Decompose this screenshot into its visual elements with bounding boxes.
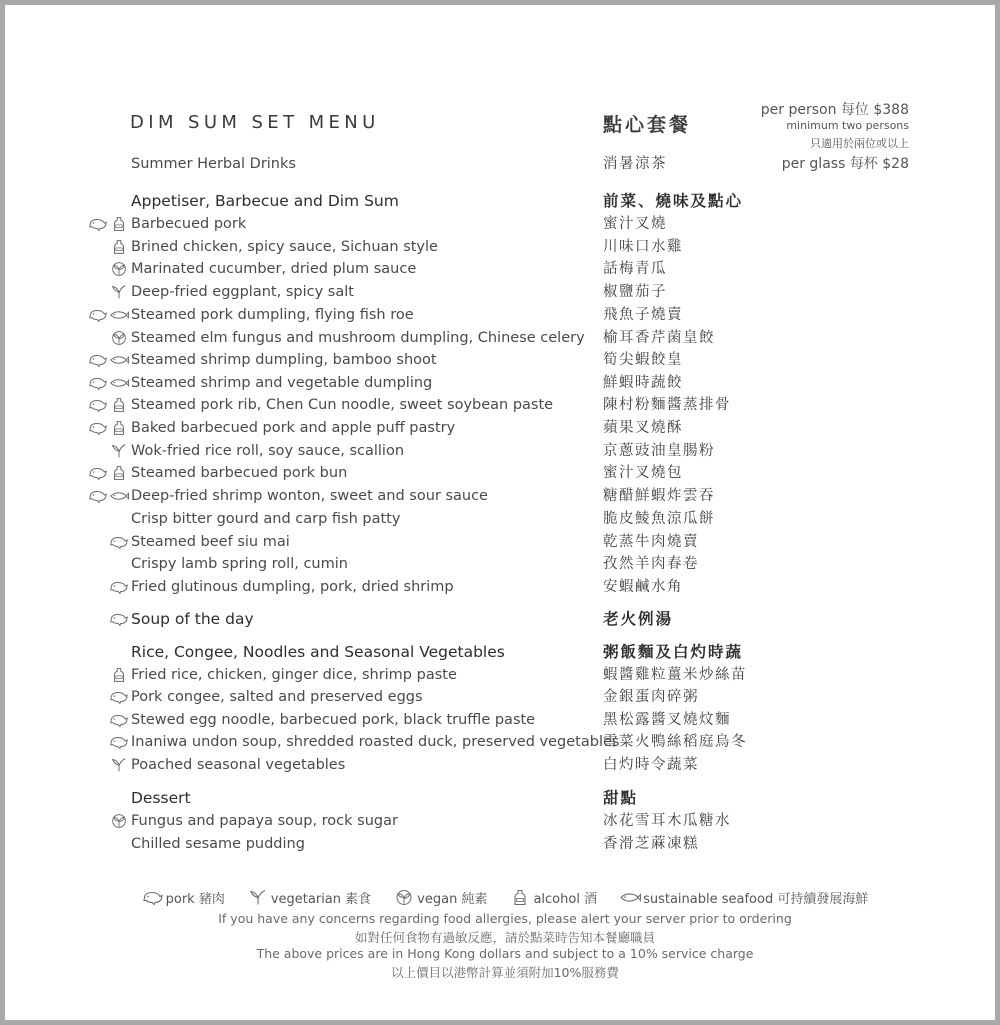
menu-item-name-en: Stewed egg noodle, barbecued pork, black truffle paste [131,712,536,728]
legend-item-pork [142,888,225,907]
pork-icon [109,734,129,750]
menu-item [5,372,1000,394]
price-per-person: per person 每位 $388 [760,102,909,118]
allergy-note-en: If you have any concerns regarding food allergies, please alert your server prior to ordering [218,911,792,926]
vegetarian-icon [109,284,129,300]
menu-item [5,417,1000,439]
minimum-persons-zh: 只適用於兩位或以上 [810,137,909,150]
dietary-icons [88,465,129,481]
price-note-en: The above prices are in Hong Kong dollars and subject to a 10% service charge [256,946,754,961]
legend-label: alcohol 酒 [533,892,598,907]
menu-item [5,153,1000,175]
menu-item-name-zh: 蝦醬雞粒薑米炒絲苗 [603,667,747,683]
vegan-icon [109,261,129,277]
pork-icon [109,689,129,705]
dietary-icons [88,352,129,368]
pork-icon [109,534,129,550]
section-heading-en: Rice, Congee, Noodles and Seasonal Vegetables [131,643,505,661]
section-heading-en: Appetiser, Barbecue and Dim Sum [131,192,399,210]
dietary-icons [109,757,129,773]
section-heading [5,190,1000,212]
menu-item [5,440,1000,462]
dietary-icons [109,284,129,300]
menu-item-name-en: Pork congee, salted and preserved eggs [131,689,423,705]
menu-item-name-en: Fried rice, chicken, ginger dice, shrimp paste [131,667,457,683]
menu-item-name-zh: 孜然羊肉春卷 [603,556,699,572]
menu-item [5,349,1000,371]
dietary-icons [88,488,129,504]
menu-item [5,833,1000,855]
menu-item-name-zh: 金銀蛋肉碎粥 [603,689,699,705]
dietary-icons [109,330,129,346]
menu-item [5,553,1000,575]
menu-item [5,731,1000,753]
menu-item [5,213,1000,235]
seafood-icon [109,375,129,391]
menu-item-name-zh: 脆皮鯪魚涼瓜餅 [603,511,715,527]
alcohol-icon [109,239,129,255]
menu-item-name-zh: 乾蒸牛肉燒賣 [603,534,699,550]
menu-item [5,709,1000,731]
section-heading-zh: 老火例湯 [603,610,674,628]
menu-item-name-en: Barbecued pork [131,216,247,232]
dietary-icons [88,307,129,323]
menu-item-name-zh: 香滑芝蔴凍糕 [603,836,699,852]
pork-icon [109,712,129,728]
legend-item-vegan [393,888,487,907]
menu-item-name-en: Baked barbecued pork and apple puff pastry [131,420,456,436]
menu-item-name-zh: 椒鹽茄子 [603,284,667,300]
pork-icon [88,307,108,323]
menu-item [5,394,1000,416]
menu-item [5,686,1000,708]
menu-item-name-zh: 飛魚子燒賣 [603,307,683,323]
dietary-icons [88,397,129,413]
menu-item-name-en: Steamed elm fungus and mushroom dumpling, Chinese celery [131,330,585,346]
alcohol-icon [109,397,129,413]
dietary-icons [88,420,129,436]
menu-item-name-en: Brined chicken, spicy sauce, Sichuan style [131,239,438,255]
section-heading [5,608,1000,630]
dietary-legend [5,888,1000,907]
menu-item-name-zh: 蜜汁叉燒 [603,216,667,232]
dietary-icons [88,216,129,232]
menu-item-name-en: Summer Herbal Drinks [131,156,296,172]
menu-item [5,508,1000,530]
legend-label: sustainable seafood 可持續發展海鮮 [643,892,869,907]
menu-item [5,810,1000,832]
legend-item-alcohol [509,888,597,907]
menu-item-name-en: Steamed beef siu mai [131,534,290,550]
alcohol-icon [509,889,531,906]
section-heading-en: Soup of the day [131,610,254,628]
menu-item-name-zh: 黑松露醬叉燒炆麵 [603,712,731,728]
menu-item [5,485,1000,507]
menu-item-name-en: Steamed barbecued pork bun [131,465,348,481]
menu-item [5,462,1000,484]
menu-item-name-en: Marinated cucumber, dried plum sauce [131,261,417,277]
menu-item-name-zh: 京蔥豉油皇腸粉 [603,443,715,459]
menu-item [5,304,1000,326]
menu-item-name-en: Deep-fried eggplant, spicy salt [131,284,354,300]
menu-item-name-en: Fried glutinous dumpling, pork, dried shrimp [131,579,454,595]
menu-item [5,258,1000,280]
dietary-icons [109,611,129,627]
menu-item-name-zh: 話梅青瓜 [603,261,667,277]
alcohol-icon [109,420,129,436]
menu-item-name-en: Deep-fried shrimp wonton, sweet and sour sauce [131,488,488,504]
menu-item-name-zh: 筍尖蝦餃皇 [603,352,683,368]
vegetarian-icon [109,443,129,459]
price-per-glass: per glass 每杯 $28 [781,156,909,172]
vegetarian-icon [109,757,129,773]
menu-item-name-en: Steamed shrimp and vegetable dumpling [131,375,433,391]
menu-item-name-en: Poached seasonal vegetables [131,757,346,773]
menu-item-name-en: Steamed pork rib, Chen Cun noodle, sweet soybean paste [131,397,554,413]
menu-item-name-zh: 安蝦鹹水角 [603,579,683,595]
dietary-icons [109,534,129,550]
section-heading-en: Dessert [131,789,191,807]
menu-item-name-zh: 川味口水雞 [603,239,683,255]
section-heading [5,787,1000,809]
menu-item-name-zh: 白灼時令蔬菜 [603,757,699,773]
pork-icon [88,488,108,504]
menu-item-name-zh: 雪菜火鴨絲稻庭烏冬 [603,734,747,750]
pork-icon [88,420,108,436]
dietary-icons [109,239,129,255]
dietary-icons [109,443,129,459]
allergy-note-zh: 如對任何食物有過敏反應，請於點菜時告知本餐廳職員 [354,930,655,945]
menu-item-name-en: Inaniwa undon soup, shredded roasted duck, preserved vegetables [131,734,620,750]
menu-item [5,281,1000,303]
pork-icon [109,611,129,627]
pork-icon [88,465,108,481]
menu-item-name-zh: 消暑涼茶 [603,156,667,172]
vegan-icon [393,889,415,906]
menu-title-en: DIM SUM SET MENU [130,112,380,133]
menu-item [5,754,1000,776]
menu-item [5,664,1000,686]
menu-item [5,236,1000,258]
section-heading [5,641,1000,663]
dietary-icons [109,579,129,595]
menu-item-name-zh: 鮮蝦時蔬餃 [603,375,683,391]
seafood-icon [109,488,129,504]
menu-item-name-en: Crisp bitter gourd and carp fish patty [131,511,401,527]
dietary-icons [88,375,129,391]
menu-title-zh: 點心套餐 [603,114,692,136]
menu-item [5,531,1000,553]
menu-item-name-zh: 陳村粉麵醬蒸排骨 [603,397,731,413]
menu-item-name-en: Steamed pork dumpling, flying fish roe [131,307,414,323]
section-heading-zh: 甜點 [603,789,639,807]
legend-label: vegan 純素 [417,892,488,907]
menu-item-name-en: Crispy lamb spring roll, cumin [131,556,348,572]
dietary-icons [109,689,129,705]
menu-item-name-zh: 蘋果叉燒酥 [603,420,683,436]
alcohol-icon [109,667,129,683]
menu-item-name-en: Fungus and papaya soup, rock sugar [131,813,398,829]
pork-icon [142,889,164,906]
menu-item-name-zh: 糖醋鮮蝦炸雲吞 [603,488,715,504]
seafood-icon [109,352,129,368]
section-heading-zh: 前菜、燒味及點心 [603,192,744,210]
pork-icon [88,397,108,413]
legend-label: pork 豬肉 [165,892,225,907]
pork-icon [88,352,108,368]
price-note-zh: 以上價目以港幣計算並須附加10%服務費 [391,965,619,980]
dietary-icons [109,813,129,829]
menu-item-name-zh: 蜜汁叉燒包 [603,465,683,481]
dietary-icons [109,734,129,750]
vegan-icon [109,813,129,829]
seafood-icon [619,889,641,906]
legend-item-vegetarian [247,888,371,907]
menu-item-name-en: Steamed shrimp dumpling, bamboo shoot [131,352,437,368]
seafood-icon [109,307,129,323]
menu-item [5,327,1000,349]
menu-item-name-en: Chilled sesame pudding [131,836,305,852]
alcohol-icon [109,465,129,481]
pork-icon [88,216,108,232]
dietary-icons [109,667,129,683]
alcohol-icon [109,216,129,232]
minimum-persons-en: minimum two persons [786,119,909,132]
pork-icon [88,375,108,391]
legend-item-seafood [619,888,868,907]
pork-icon [109,579,129,595]
dietary-icons [109,712,129,728]
vegetarian-icon [247,889,269,906]
menu-item-name-en: Wok-fried rice roll, soy sauce, scallion [131,443,405,459]
menu-item-name-zh: 冰花雪耳木瓜糖水 [603,813,731,829]
menu-item [5,576,1000,598]
legend-label: vegetarian 素食 [270,892,372,907]
vegan-icon [109,330,129,346]
section-heading-zh: 粥飯麵及白灼時蔬 [603,643,744,661]
dietary-icons [109,261,129,277]
menu-item-name-zh: 榆耳香芹菌皇餃 [603,330,715,346]
